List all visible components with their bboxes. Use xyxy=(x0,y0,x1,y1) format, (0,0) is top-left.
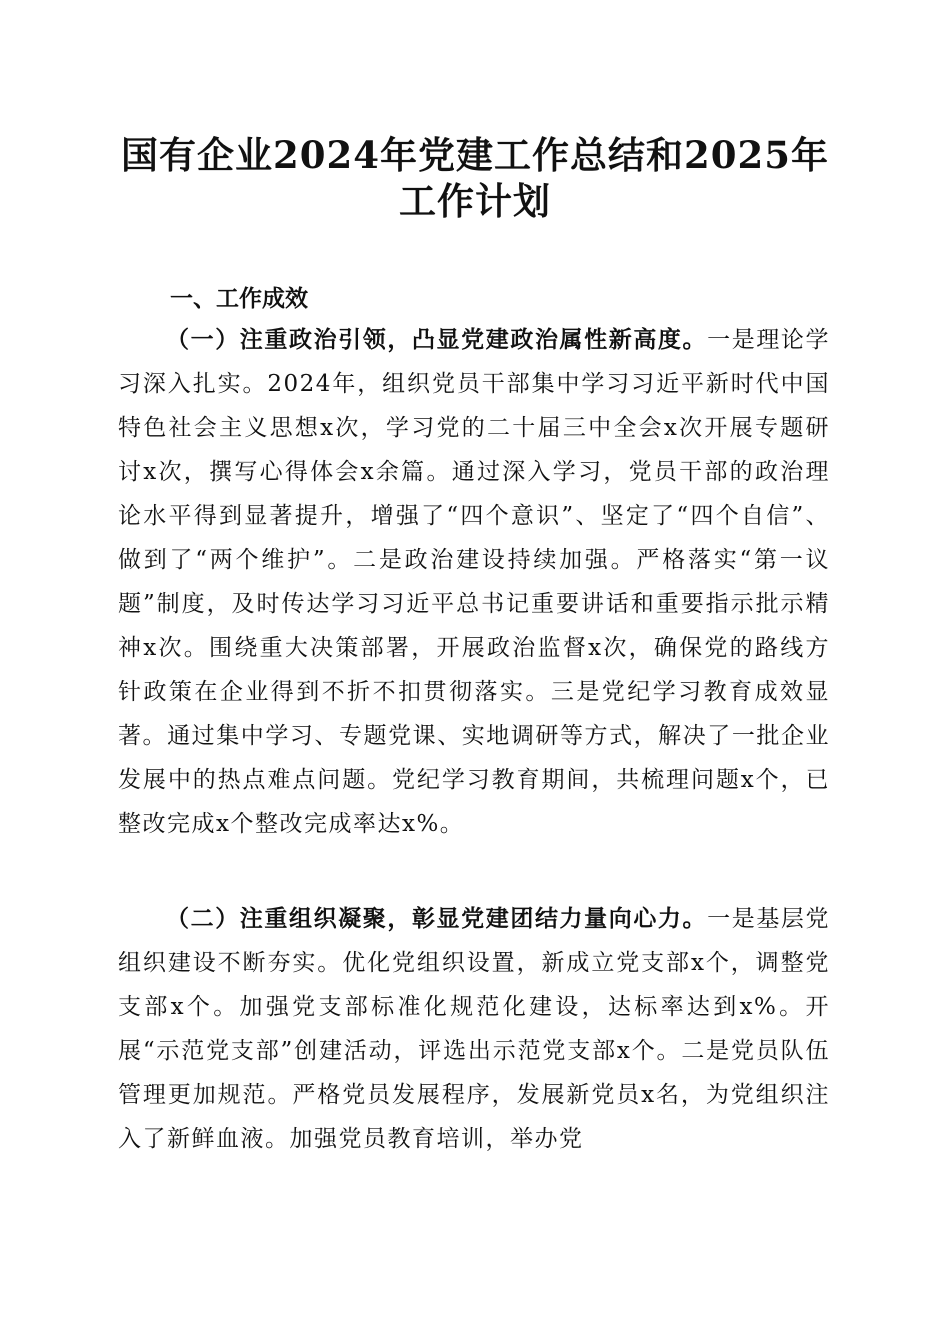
paragraph-body: 一是基层党组织建设不断夯实。优化党组织设置，新成立党支部x个，调整党支部x个。加强党支部标准化规范化建设，达标率达到x%。开展“示范党支部”创建活动，评选出示范党支部x个。二是党员队伍管理更加规范。严格党员发展程序，发展新党员x名，为党组织注入了新鲜血液。加强党员教育培训，举办党 xyxy=(118,906,831,1152)
document-title: 国有企业2024年党建工作总结和2025年工作计划 xyxy=(121,133,829,223)
paragraph-body: 一是理论学习深入扎实。2024年，组织党员干部集中学习习近平新时代中国特色社会主义思想x次，学习党的二十届三中全会x次开展专题研讨x次，撰写心得体会x余篇。通过深入学习，党员干部的政治理论水平得到显著提升，增强了“四个意识”、坚定了“四个自信”、做到了“两个维护”。二是政治建设持续加强。严格落实“第一议题”制度，及时传达学习习近平总书记重要讲话和重要指示批示精神x次。围绕重大决策部署，开展政治监督x次，确保党的路线方针政策在企业得到不折不扣贯彻落实。三是党纪学习教育成效显著。通过集中学习、专题党课、实地调研等方式，解决了一批企业发展中的热点难点问题。党纪学习教育期间，共梳理问题x个，已整改完成x个整改完成率达x%。 xyxy=(118,327,831,837)
paragraph-political-guidance xyxy=(118,318,830,846)
section-heading: 一、工作成效 xyxy=(170,285,308,312)
paragraph-organizational-cohesion xyxy=(118,897,830,1161)
paragraph-lead: （二）注重组织凝聚，彰显党建团结力量向心力。 xyxy=(166,905,708,932)
paragraph-lead: （一）注重政治引领，凸显党建政治属性新高度。 xyxy=(166,326,708,353)
